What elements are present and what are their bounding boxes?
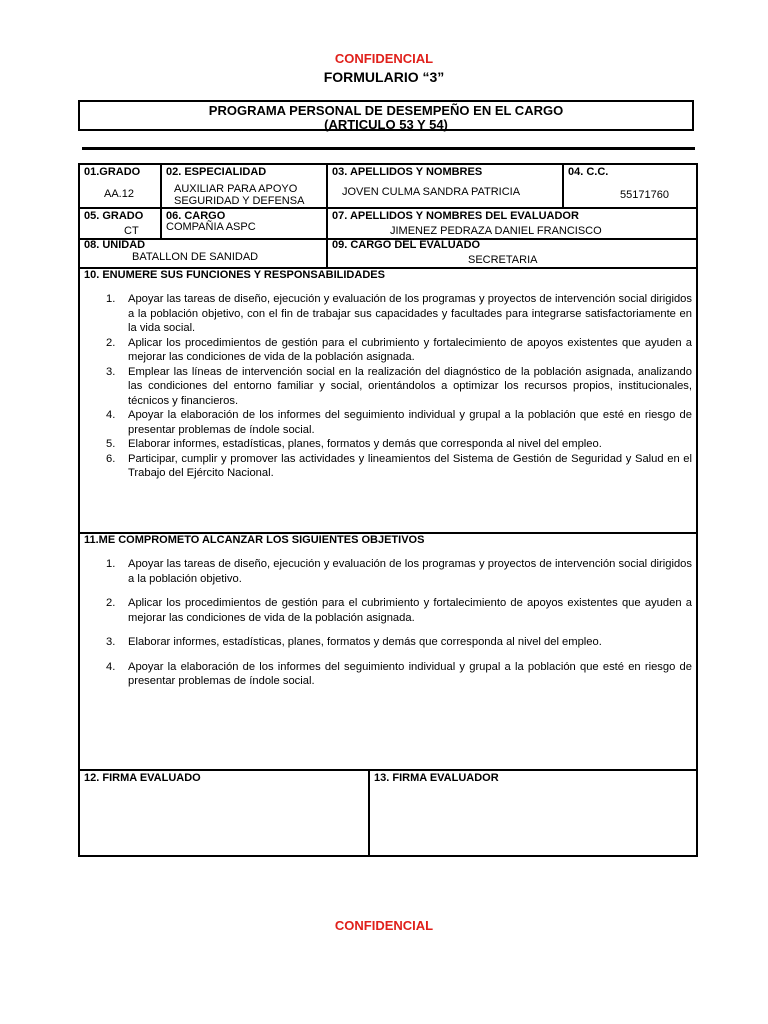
field-label: 08. UNIDAD [84,240,146,251]
list-item: 3. Emplear las líneas de intervención social en la realización del diagnóstico de la población asignada, analizando las condiciones del entorno familiar y social, orientándolos a optimizar los recursos propios, institucionales, técnicos y financieros. [106,365,692,407]
signature-label: 13. FIRMA EVALUADOR [374,772,499,784]
separator-line [82,147,695,150]
field-label: 06. CARGO [166,210,226,222]
field-cargo-evaluado [328,240,696,269]
field-value: BATALLON DE SANIDAD [132,251,259,263]
field-value: 55171760 [620,189,669,201]
field-label: 02. ESPECIALIDAD [166,166,267,178]
field-cargo [162,209,328,240]
field-value: AUXILIAR PARA APOYO [174,183,298,195]
section-objetivos [80,534,696,771]
field-label: 07. APELLIDOS Y NOMBRES DEL EVALUADOR [332,210,579,222]
list-item: 1. Apoyar las tareas de diseño, ejecución y evaluación de los programas y proyectos de intervención social dirigidos a la población objetivo. [106,558,692,585]
field-label: 04. C.C. [568,166,609,178]
list-item: 5. Elaborar informes, estadísticas, planes, formatos y demás que corresponda al nivel del empleo. [106,438,602,450]
field-especialidad [162,165,328,209]
field-value: COMPAÑIA ASPC [166,221,256,233]
field-value: AA.12 [104,188,134,200]
field-label: 01.GRADO [84,166,141,178]
signature-evaluador[interactable] [370,771,696,857]
field-apellidos [328,165,564,209]
program-subtitle: (ARTICULO 53 Y 54) [324,117,448,132]
list-item: 4. Apoyar la elaboración de los informes del seguimiento individual y grupal a la población que esté en riesgo de presentar problemas de índole social. [106,409,692,436]
list-item: 2. Aplicar los procedimientos de gestión para el cubrimiento y fortalecimiento de apoyos existentes que ayuden a mejorar las condiciones de vida de la población asignada. [106,336,692,363]
section-label: 10. ENUMERE SUS FUNCIONES Y RESPONSABILIDADES [84,269,385,281]
field-evaluador [328,209,696,240]
confidential-footer: CONFIDENCIAL [334,918,434,933]
program-title: PROGRAMA PERSONAL DE DESEMPEÑO EN EL CARGO [208,103,564,118]
list-item: 2. Aplicar los procedimientos de gestión para el cubrimiento y fortalecimiento de apoyos existentes que ayuden a mejorar las condiciones de vida de la población asignada. [106,597,692,624]
field-value: CT [124,225,139,237]
list-item: 6. Participar, cumplir y promover las actividades y lineamientos del Sistema de Gestión de Seguridad y Salud en el Trabajo del Ejército Nacional. [106,452,692,479]
list-item: 1. Apoyar las tareas de diseño, ejecución y evaluación de los programas y proyectos de intervención social dirigidos a la población objetivo, con el fin de trabajar sus capacidades y facultades para integrarse satisfactoriamente en la vida social. [106,293,692,334]
field-value: SECRETARIA [468,254,538,266]
signature-label: 12. FIRMA EVALUADO [84,772,201,784]
section-funciones [80,269,696,534]
program-title-box [78,100,694,131]
field-grado-evaluador [80,209,162,240]
confidential-header: CONFIDENCIAL [334,51,434,66]
funciones-list [80,292,692,481]
field-value: JOVEN CULMA SANDRA PATRICIA [342,186,521,198]
signature-evaluado[interactable] [80,771,370,857]
form-title: FORMULARIO “3” [323,69,445,85]
field-value: SEGURIDAD Y DEFENSA [174,195,305,207]
field-label: 09. CARGO DEL EVALUADO [332,240,481,251]
field-cc [564,165,696,209]
list-item: 3. Elaborar informes, estadísticas, planes, formatos y demás que corresponda al nivel del empleo. [106,636,602,648]
field-label: 05. GRADO [84,210,144,222]
section-label: 11.ME COMPROMETO ALCANZAR LOS SIGUIENTES OBJETIVOS [84,534,425,546]
field-unidad [80,240,328,269]
field-value: JIMENEZ PEDRAZA DANIEL FRANCISCO [390,225,602,237]
evaluation-form [78,163,698,857]
objetivos-list [80,557,692,699]
field-grado [80,165,162,209]
list-item: 4. Apoyar la elaboración de los informes del seguimiento individual y grupal a la población que esté en riesgo de presentar problemas de índole social. [106,660,692,687]
field-label: 03. APELLIDOS Y NOMBRES [332,166,483,178]
